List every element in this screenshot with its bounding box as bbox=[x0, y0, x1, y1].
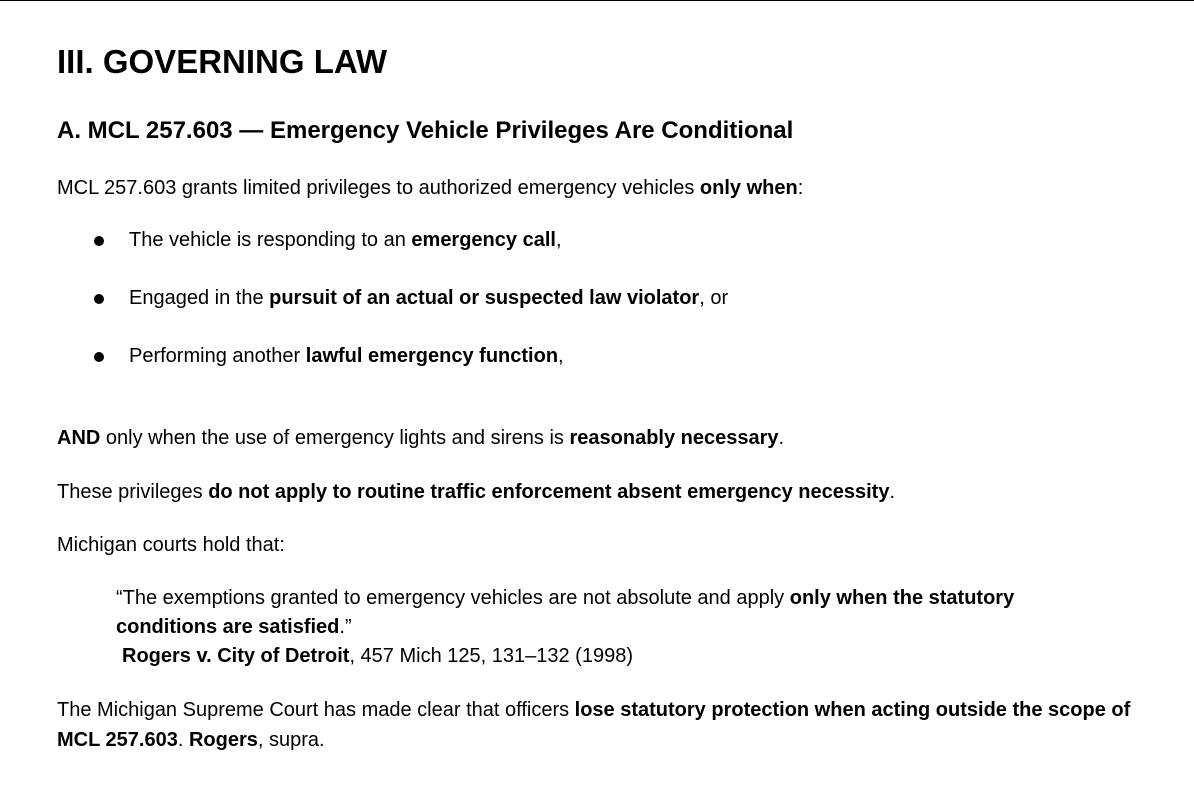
privileges-text: These privileges bbox=[57, 481, 209, 503]
quote-emphasis: only when the statutory conditions are satisfied bbox=[116, 587, 1015, 638]
and-text-end: . bbox=[778, 427, 785, 449]
closing-case-name: Rogers bbox=[188, 729, 258, 751]
list-item bbox=[57, 284, 1057, 342]
closing-paragraph bbox=[57, 695, 1167, 755]
list-item bbox=[57, 226, 1057, 284]
list-item-emphasis: pursuit of an actual or suspected law violator bbox=[269, 287, 700, 309]
quote-text-end: .” bbox=[339, 616, 352, 638]
bullet-icon bbox=[94, 294, 104, 304]
closing-text: The Michigan Supreme Court has made clear that officers bbox=[57, 699, 575, 721]
list-item-text-end: , bbox=[555, 229, 562, 251]
and-paragraph bbox=[57, 424, 784, 453]
block-quote bbox=[116, 584, 1076, 642]
case-name: Rogers v. City of Detroit bbox=[122, 645, 350, 667]
intro-text: MCL 257.603 grants limited privileges to authorized emergency vehicles bbox=[57, 177, 700, 199]
and-text: only when the use of emergency lights and sirens is bbox=[100, 427, 570, 449]
intro-paragraph bbox=[57, 174, 803, 203]
citation bbox=[122, 642, 633, 671]
intro-emphasis: only when bbox=[699, 177, 798, 199]
closing-text-mid: . bbox=[177, 729, 189, 751]
privileges-text-end: . bbox=[889, 481, 896, 503]
bullet-icon bbox=[94, 236, 104, 246]
quote-text: “The exemptions granted to emergency vehicles are not absolute and apply bbox=[116, 587, 790, 609]
privileges-emphasis: do not apply to routine traffic enforcement absent emergency necessity bbox=[208, 481, 890, 503]
list-item-text: The vehicle is responding to an bbox=[129, 229, 412, 251]
list-item bbox=[57, 342, 1057, 400]
list-item-text: Performing another bbox=[129, 345, 306, 367]
closing-emphasis: lose statutory protection when acting outside the scope of MCL 257.603 bbox=[57, 699, 1131, 751]
section-heading: III. GOVERNING LAW bbox=[57, 43, 388, 80]
and-emphasis: AND bbox=[57, 427, 101, 449]
intro-text-end: : bbox=[797, 177, 804, 199]
list-item-text-end: , bbox=[558, 345, 564, 367]
privileges-paragraph bbox=[57, 478, 895, 507]
courts-paragraph: Michigan courts hold that: bbox=[57, 534, 285, 556]
bullet-icon bbox=[94, 352, 104, 362]
list-item-emphasis: emergency call bbox=[411, 229, 556, 251]
list-item-text: Engaged in the bbox=[129, 287, 270, 309]
subsection-heading: A. MCL 257.603 — Emergency Vehicle Privileges Are Conditional bbox=[57, 117, 794, 144]
closing-text-end: , supra. bbox=[257, 729, 325, 751]
citation-reference: , 457 Mich 125, 131–132 (1998) bbox=[349, 645, 633, 667]
list-item-text-end: , or bbox=[699, 287, 729, 309]
top-border-line bbox=[0, 0, 1194, 1]
reasonably-necessary-emphasis: reasonably necessary bbox=[569, 427, 779, 449]
list-item-emphasis: lawful emergency function bbox=[305, 345, 559, 367]
conditions-list bbox=[57, 226, 1057, 400]
